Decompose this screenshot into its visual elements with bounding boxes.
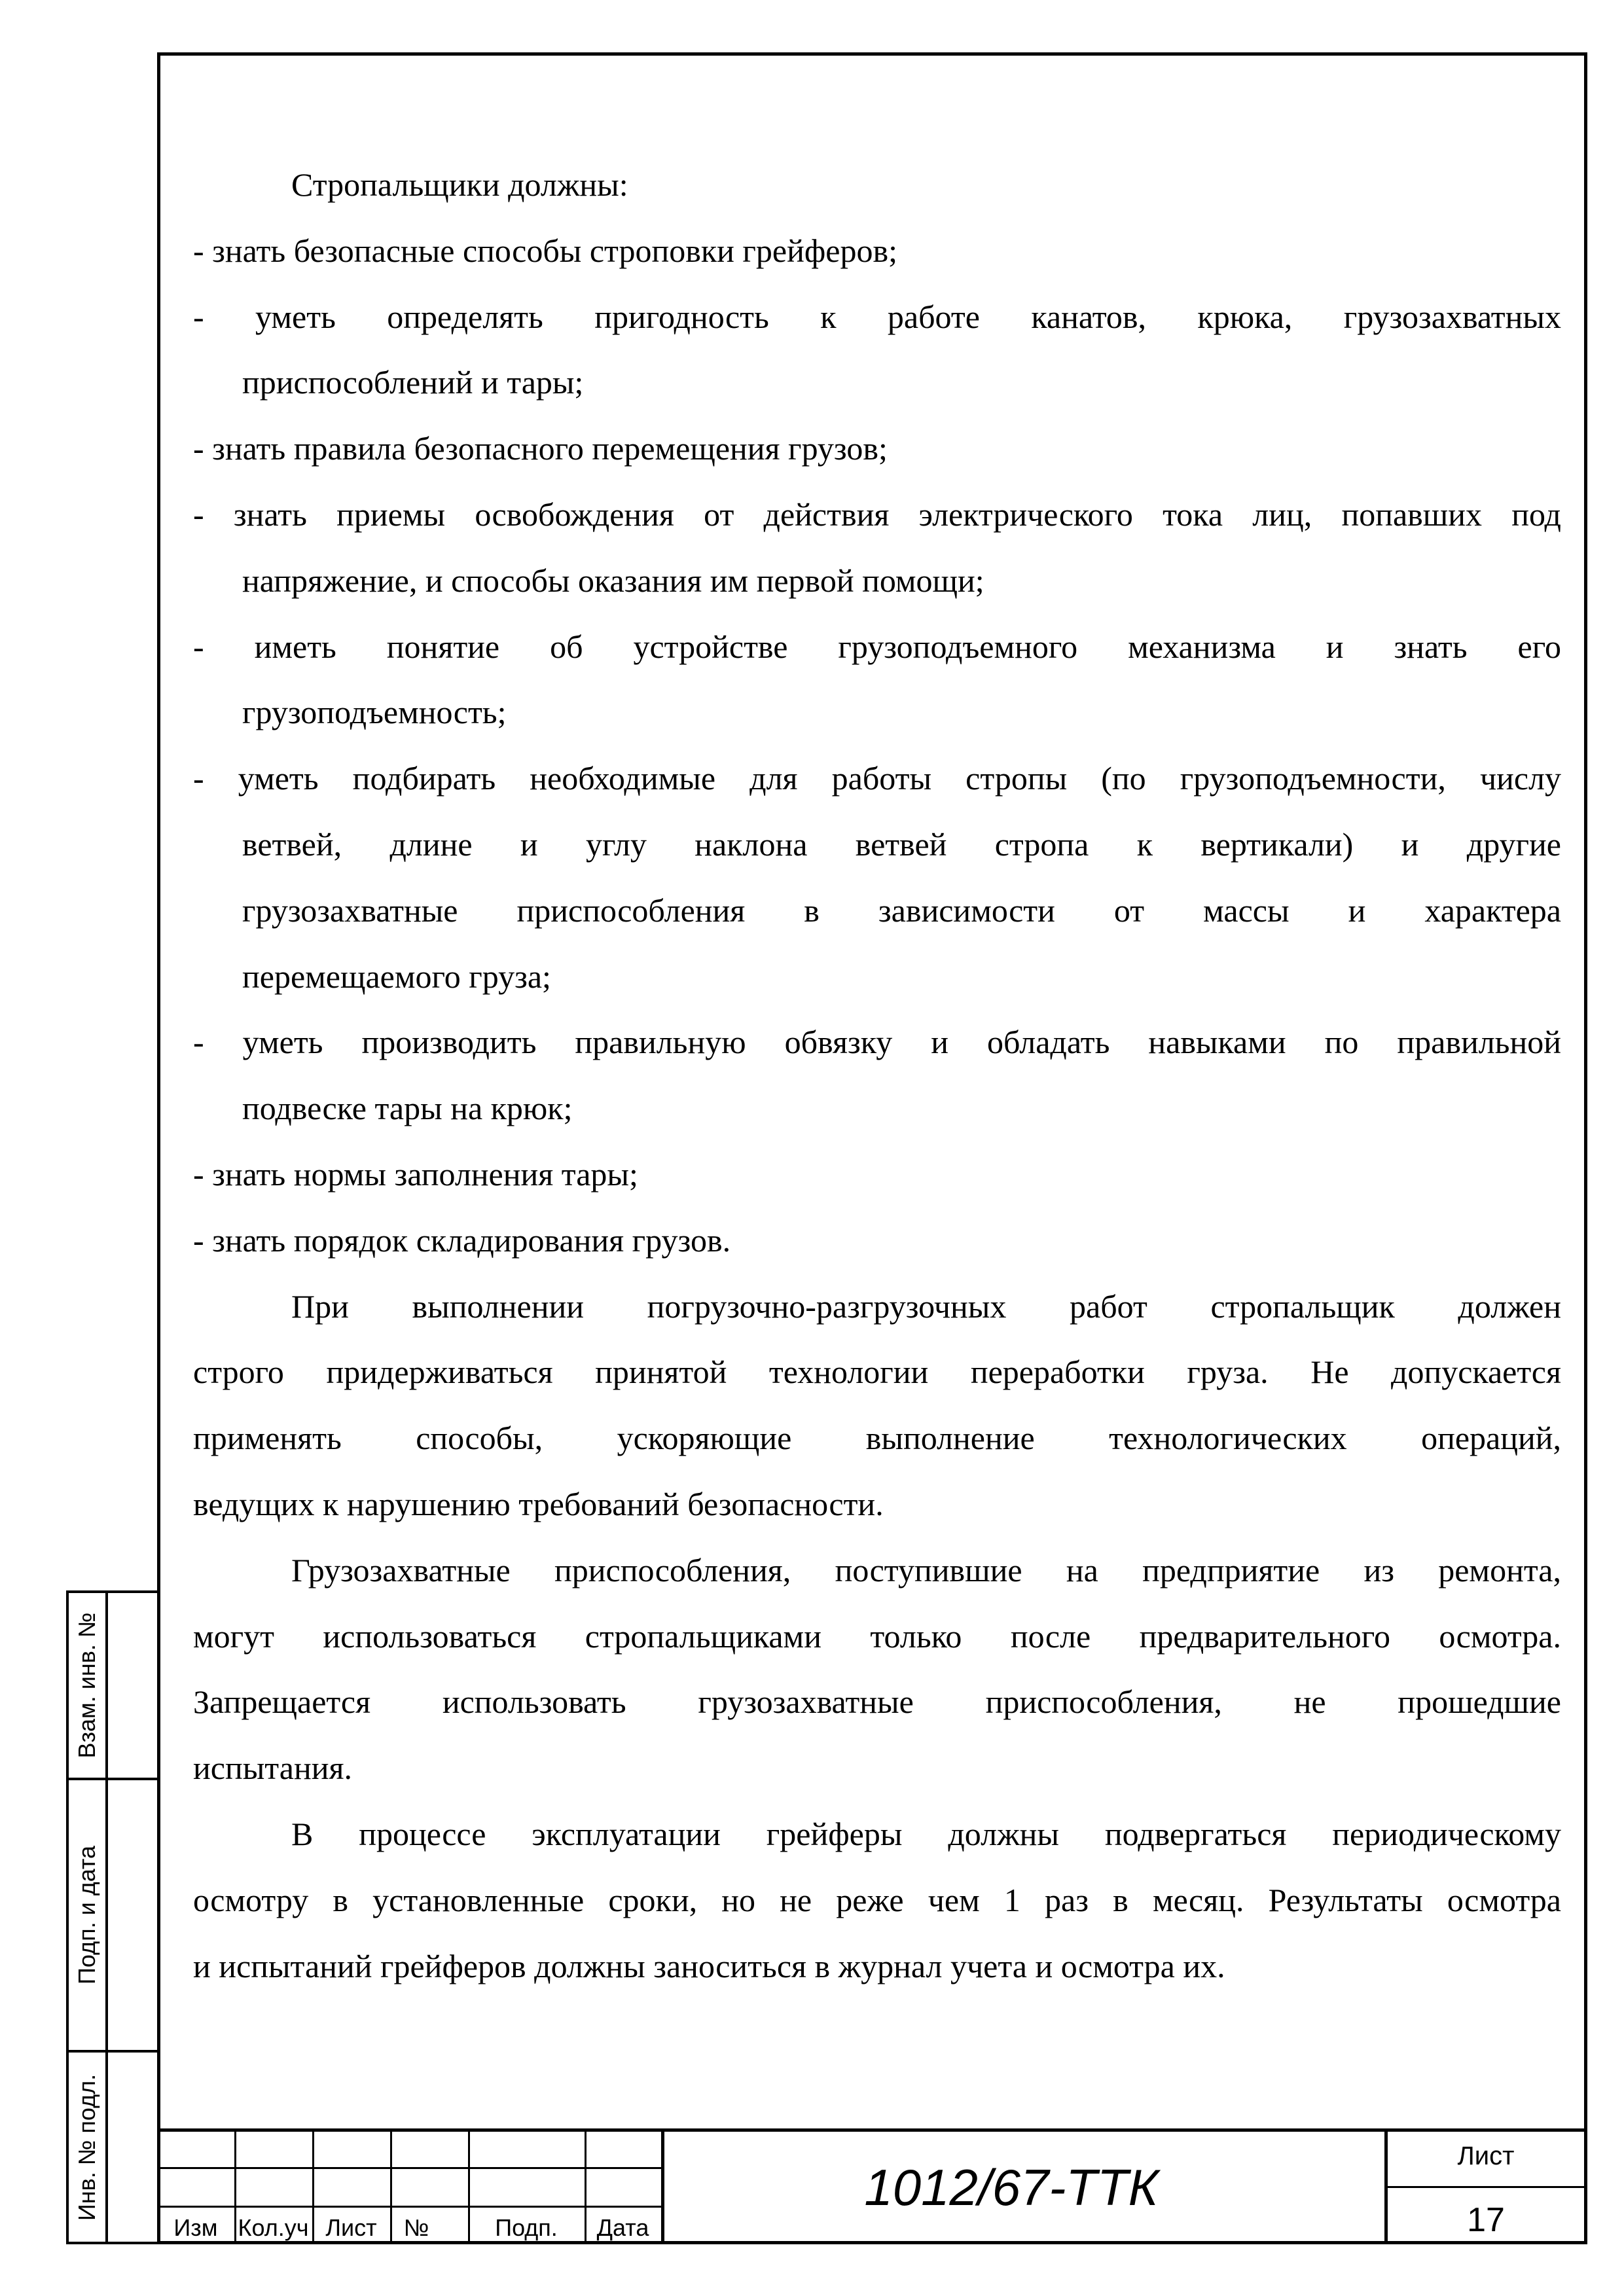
text-line: - иметь понятие об устройстве грузоподъемного механизма и знать его <box>193 628 1561 665</box>
text-line: ветвей, длине и углу наклона ветвей стропа к вертикали) и другие <box>242 825 1561 863</box>
text-line: - уметь подбирать необходимые для работы стропы (по грузоподъемности, числу <box>193 760 1561 797</box>
text-line: - уметь производить правильную обвязку и обладать навыками по правильной <box>193 1024 1561 1061</box>
text-line: Запрещается использовать грузозахватные приспособления, не прошедшие <box>193 1683 1561 1721</box>
text-line: Грузозахватные приспособления, поступившие на предприятие из ремонта, <box>291 1551 1561 1588</box>
text-line: испытания. <box>193 1749 352 1787</box>
col-izm: Изм <box>173 2214 218 2241</box>
text-line: применять способы, ускоряющие выполнение технологических операций, <box>193 1420 1561 1457</box>
text-line: осмотру в установленные сроки, но не реже чем 1 раз в месяц. Результаты осмотра <box>193 1881 1561 1918</box>
col-podp: Подп. <box>495 2214 558 2241</box>
text-line: В процессе эксплуатации грейферы должны подвергаться периодическому <box>291 1815 1561 1852</box>
text-line: напряжение, и способы оказания им первой помощи; <box>242 562 984 599</box>
text-line: и испытаний грейферов должны заноситься в журнал учета и осмотра их. <box>193 1947 1225 1984</box>
vzam-inv-label: Взам. инв. № <box>73 1612 100 1759</box>
side-stamp-podp <box>66 1778 157 2053</box>
text-line: грузоподъемность; <box>242 694 507 731</box>
title-block <box>157 2128 1587 2244</box>
text-line: приспособлений и тары; <box>242 364 584 401</box>
text-line: ведущих к нарушению требований безопасности. <box>193 1485 884 1522</box>
podp-data-label: Подп. и дата <box>73 1845 100 1985</box>
text-line: подвеске тары на крюк; <box>242 1090 573 1127</box>
inv-podl-label: Инв. № подл. <box>73 2073 100 2221</box>
text-line: - знать порядок складирования грузов. <box>193 1221 731 1259</box>
col-data: Дата <box>596 2214 649 2241</box>
text-line: При выполнении погрузочно-разгрузочных работ стропальщик должен <box>291 1287 1561 1325</box>
text-line: перемещаемого груза; <box>242 958 551 995</box>
text-line: - знать нормы заполнения тары; <box>193 1155 638 1193</box>
text-line: Стропальщики должны: <box>291 166 628 203</box>
document-body <box>193 152 1561 1999</box>
text-line: грузозахватные приспособления в зависимости от массы и характера <box>242 891 1561 929</box>
sheet-label: Лист <box>1457 2142 1515 2170</box>
col-list: Лист <box>325 2214 377 2241</box>
side-stamp-inv <box>66 2050 157 2244</box>
sheet-number: 17 <box>1467 2201 1505 2239</box>
text-line: - знать приемы освобождения от действия электрического тока лиц, попавших под <box>193 495 1561 533</box>
text-line: могут использоваться стропальщиками только после предварительного осмотра. <box>193 1617 1561 1655</box>
col-kol: Кол.уч <box>238 2214 309 2241</box>
text-line: - уметь определять пригодность к работе канатов, крюка, грузозахватных <box>193 298 1561 335</box>
side-stamp-vzam <box>66 1590 157 1780</box>
text-line: - знать безопасные способы строповки грейферов; <box>193 232 897 269</box>
text-line: - знать правила безопасного перемещения грузов; <box>193 430 888 467</box>
col-num: № <box>403 2214 429 2241</box>
text-line: строго придерживаться принятой технологии переработки груза. Не допускается <box>193 1354 1561 1391</box>
document-code: 1012/67-ТТК <box>864 2159 1159 2216</box>
